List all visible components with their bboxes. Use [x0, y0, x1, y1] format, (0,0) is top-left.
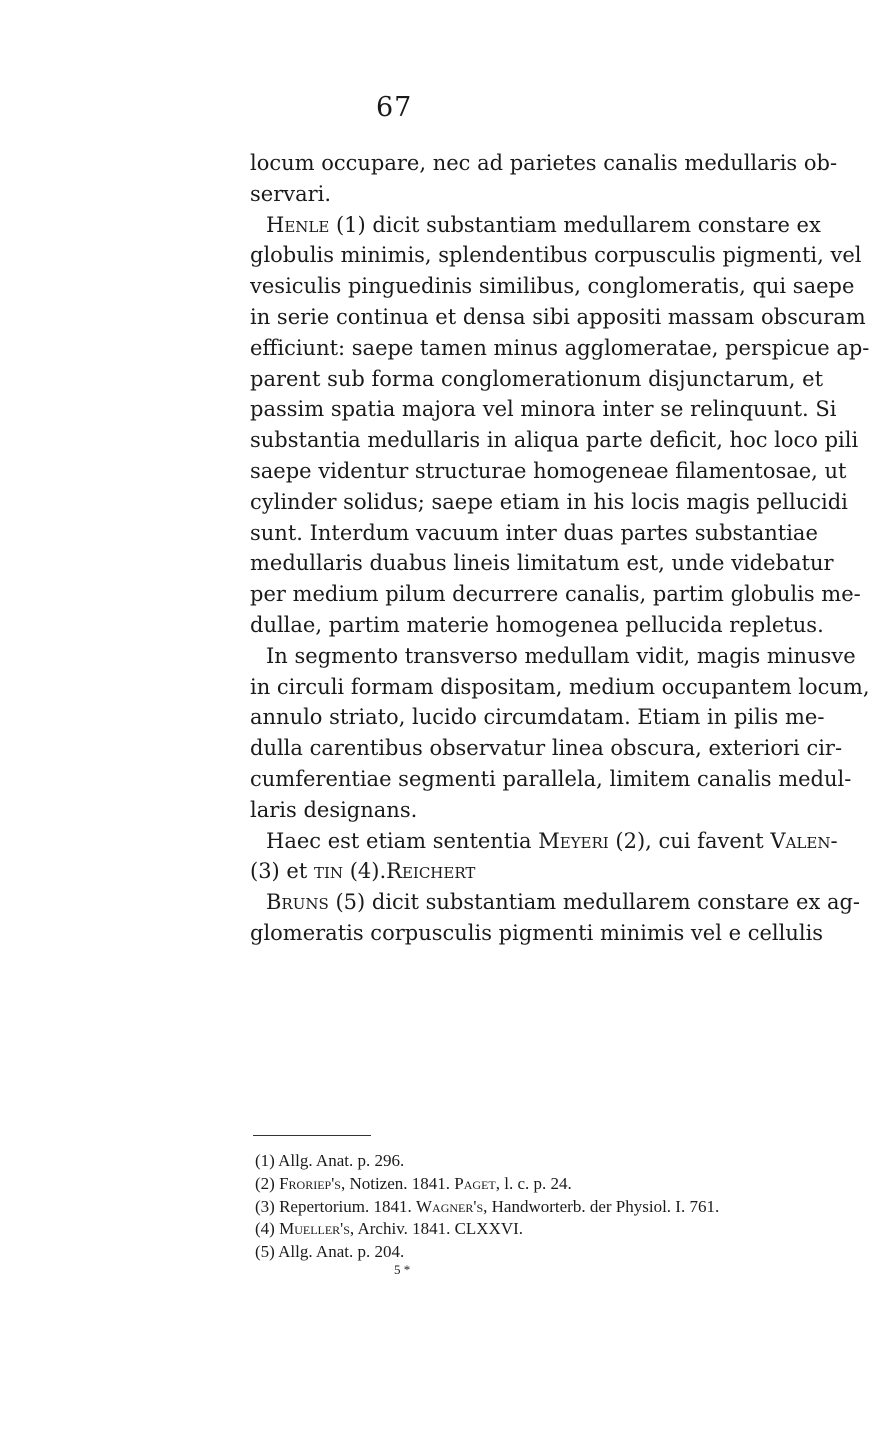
footnote [255, 1150, 404, 1172]
author-name: Wagner's [416, 1196, 484, 1216]
author-name: Valen- [770, 828, 838, 853]
text-span: per medium pilum decurrere canalis, partim globulis me- [250, 582, 861, 607]
text-line [250, 240, 862, 270]
signature-mark: 5 * [394, 1262, 411, 1277]
text-span: (1) dicit substantiam medullarem constare ex [329, 212, 821, 237]
text-span: substantia medullaris in aliqua parte deficit, hoc loco pili [250, 428, 859, 453]
text-span: (3) Repertorium. 1841. [255, 1196, 416, 1216]
text-span: parent sub forma conglomerationum disjunctarum, et [250, 366, 824, 391]
text-span: , Notizen. 1841. [340, 1173, 455, 1193]
text-span: glomeratis corpusculis pigmenti minimis vel e cellulis [250, 921, 824, 945]
footnote [255, 1218, 523, 1240]
text-line [250, 795, 750, 825]
text-span: vesiculis pinguedinis similibus, conglomeratis, qui saepe [250, 274, 855, 299]
text-span: (1) Allg. Anat. p. 296. [255, 1151, 405, 1170]
page-number: 67 [376, 92, 413, 123]
text-line [250, 702, 825, 732]
text-line [250, 456, 847, 486]
text-span: annulo striato, lucido circumdatam. Etiam in pilis me- [250, 705, 825, 730]
text-span: in serie continua et densa sibi appositi massam obscuram [250, 305, 866, 329]
text-line [250, 302, 866, 332]
text-span: in circuli formam dispositam, medium occupantem locum, [250, 674, 870, 699]
text-line [250, 364, 824, 394]
text-span: sunt. Interdum vacuum inter duas partes substantiae [250, 520, 818, 545]
text-span: medullaris duabus lineis limitatum est, unde videbatur [250, 551, 834, 576]
author-name: Mueller's [279, 1219, 350, 1239]
text-line [250, 579, 861, 609]
text-span: (4) [255, 1219, 280, 1239]
footnote [255, 1241, 404, 1263]
text-span: , Handworterb. der Physiol. I. 761. [483, 1196, 720, 1216]
footnote [255, 1173, 572, 1195]
text-span: servari. [250, 181, 332, 206]
text-span: , Archiv. 1841. CLXXVI. [349, 1219, 524, 1239]
text-span: saepe videntur structurae homogeneae filamentosae, ut [250, 459, 847, 483]
text-span: efficiunt: saepe tamen minus agglomeratae, perspicue ap- [250, 335, 870, 360]
text-span: globulis minimis, splendentibus corpusculis pigmenti, vel [250, 243, 862, 268]
text-span: (2), cui favent [608, 828, 771, 853]
text-line [250, 148, 838, 178]
text-line [266, 826, 838, 856]
text-span: dullae, partim materie homogenea pellucida repletus. [250, 613, 824, 637]
text-span: cylinder solidus; saepe etiam in his locis magis pellucidi [250, 489, 848, 514]
text-span: , l. c. p. 24. [495, 1173, 572, 1193]
text-line [250, 856, 750, 886]
text-span: (5) dicit substantiam medullarem constare ex ag- [328, 890, 861, 915]
text-line [250, 610, 824, 640]
author-name: Paget [454, 1173, 496, 1193]
text-line [266, 210, 821, 240]
text-span: (2) [255, 1173, 280, 1193]
text-line [250, 487, 848, 517]
text-span: (5) Allg. Anat. p. 204. [255, 1242, 405, 1262]
author-name: tin [313, 859, 344, 884]
author-name: Meyeri [538, 828, 609, 853]
text-span: passim spatia majora vel minora inter se relinquunt. Si [250, 397, 837, 422]
footnote-rule [253, 1135, 371, 1136]
text-span: (4). [343, 859, 387, 884]
text-span: Haec est etiam sententia [266, 828, 539, 853]
text-span: dulla carentibus observatur linea obscura, exteriori cir- [250, 736, 843, 761]
text-span: In segmento transverso medullam vidit, magis minusve [266, 643, 856, 668]
text-line [250, 733, 843, 763]
author-name: Henle [266, 212, 330, 237]
text-line [250, 179, 750, 209]
text-line [250, 918, 824, 948]
text-line [250, 672, 870, 702]
text-span: cumferentiae segmenti parallela, limitem canalis medul- [250, 767, 852, 791]
text-line [250, 333, 870, 363]
text-span: laris designans. [250, 797, 418, 822]
author-name: Bruns [266, 890, 329, 915]
author-name: Froriep's [279, 1173, 341, 1193]
footnote [255, 1196, 719, 1218]
text-line [250, 271, 855, 301]
text-line [250, 518, 818, 548]
text-line [250, 548, 834, 578]
text-line [250, 425, 859, 455]
author-name: Reichert [386, 859, 476, 884]
text-line [266, 641, 856, 671]
text-line [266, 887, 861, 917]
text-span: (3) et [250, 859, 314, 884]
text-line [250, 394, 837, 424]
text-span: locum occupare, nec ad parietes canalis medullaris ob- [250, 151, 838, 175]
text-line [250, 764, 852, 794]
